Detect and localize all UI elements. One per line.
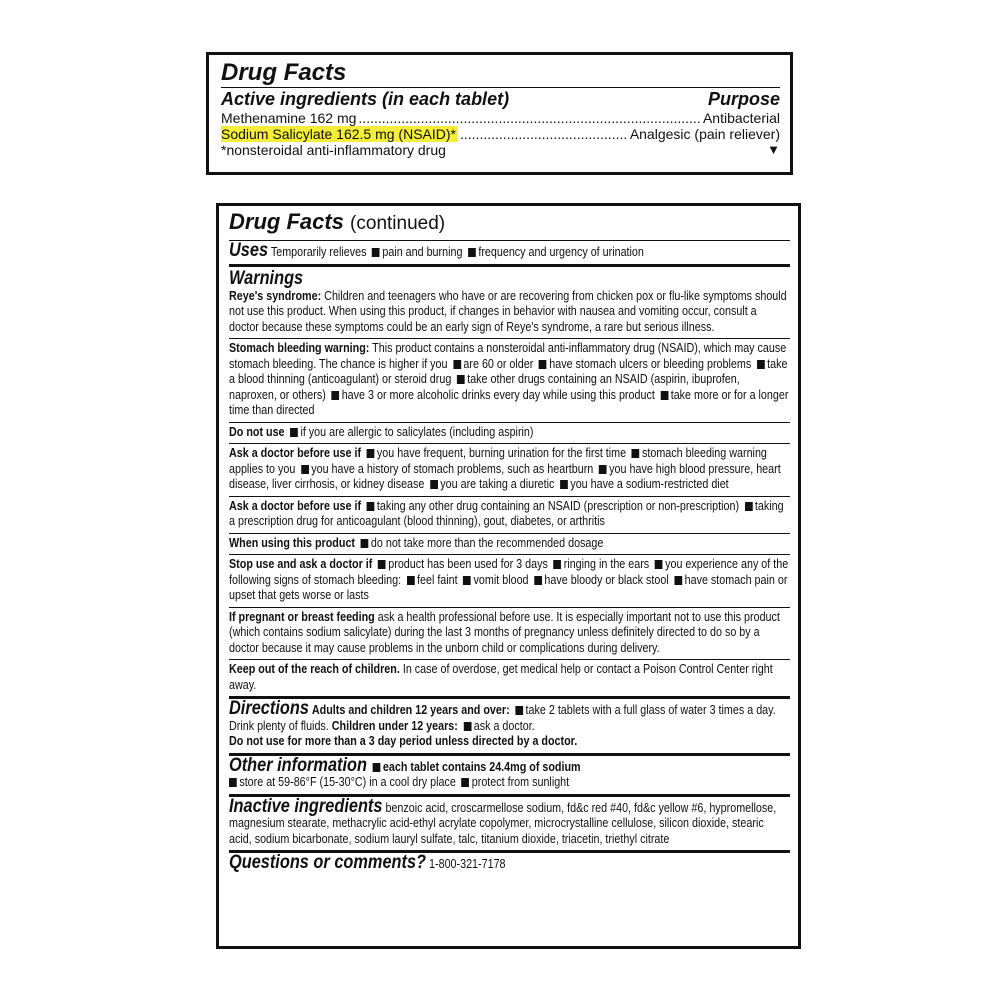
list-item: product has been used for 3 days <box>388 557 548 571</box>
continued-label: (continued) <box>350 213 446 234</box>
directions-warning: Do not use for more than a 3 day period unless directed by a doctor. <box>229 734 578 748</box>
list-item: store at 59-86°F (15-30°C) in a cool dry place <box>239 775 456 789</box>
ingredient-name-highlighted: Sodium Salicylate 162.5 mg (NSAID)* <box>221 126 456 142</box>
other-information-label: Other information <box>229 754 367 776</box>
list-item: have 3 or more alcoholic drinks every day while using this product <box>341 387 655 402</box>
stop-use-section <box>229 555 790 607</box>
drug-facts-title: Drug Facts <box>221 59 347 86</box>
pregnancy-label: If pregnant or breast feeding <box>229 609 375 624</box>
list-item: taking a prescription drug for anticoagulant (blood thinning), gout, diabetes, or arthritis <box>229 498 784 528</box>
list-item: vomit blood <box>473 572 529 587</box>
bullet-square-icon <box>372 248 380 257</box>
bullet-square-icon <box>457 375 465 384</box>
warnings-label: Warnings <box>229 267 304 289</box>
other-information-section <box>229 756 790 794</box>
bullet-square-icon <box>515 706 523 715</box>
bullet-square-icon <box>331 391 339 400</box>
list-item: have stomach ulcers or bleeding problems <box>549 356 752 371</box>
when-using-section <box>229 534 790 555</box>
do-not-use-section <box>229 423 790 444</box>
list-item: you have frequent, burning urination for the first time <box>376 446 627 460</box>
pregnancy-text: ask a health professional before use. It is especially important not to use this product (which contains sodium salicylate) during the last 3 months of pregnancy unless definitely directed to do so by a doctor because it may cause problems in the unborn child or complications during delivery. <box>229 609 780 655</box>
ask-doctor-label: Ask a doctor before use if <box>229 446 362 460</box>
bullet-square-icon <box>560 480 568 489</box>
list-item: you are taking a diuretic <box>440 477 555 491</box>
directions-label: Directions <box>229 698 309 719</box>
list-item: you have a sodium-restricted diet <box>570 477 729 491</box>
uses-item: pain and burning <box>382 245 463 259</box>
bullet-square-icon <box>463 576 471 585</box>
ingredient-name: Methenamine 162 mg <box>221 110 357 126</box>
when-using-label: When using this product <box>229 535 356 550</box>
purpose-label: Purpose <box>707 89 780 109</box>
phone-number: 1-800-321-7178 <box>429 857 506 871</box>
do-not-use-label: Do not use <box>229 424 285 439</box>
bullet-square-icon <box>290 428 298 437</box>
bullet-square-icon <box>461 778 469 787</box>
active-ingredients-header <box>221 88 780 110</box>
stomach-label: Stomach bleeding warning: <box>229 341 370 355</box>
bullet-square-icon <box>599 465 607 474</box>
keep-out-section <box>229 660 790 696</box>
uses-item: frequency and urgency of urination <box>478 245 644 259</box>
reyes-text: Children and teenagers who have or are recovering from chicken pox or flu-like symptoms should not use this product. When using this product, if changes in behavior with nausea and vomiting occur, consult a doctor because these symptoms could be an early sign of Reye's syndrome, a rare but serious illness. <box>229 288 787 334</box>
list-item: you have a history of stomach problems, such as heartburn <box>311 461 594 476</box>
list-item: take other drugs containing an NSAID (aspirin, ibuprofen, naproxen, or others) <box>229 372 740 402</box>
bullet-square-icon <box>367 449 375 458</box>
bullet-square-icon <box>534 576 542 585</box>
leader-dots <box>358 110 701 126</box>
leader-dots <box>460 126 628 142</box>
continued-title <box>229 206 790 240</box>
directions-adults-text: take 2 tablets with a full glass of water 3 times a day. Drink plenty of fluids. <box>229 703 776 733</box>
inactive-ingredients-section <box>229 797 790 851</box>
bullet-square-icon <box>361 539 369 548</box>
inactive-ingredients-text: benzoic acid, croscarmellose sodium, fd&c red #40, fd&c yellow #6, hypromellose, magnesium stearate, methacrylic acid-ethyl acrylate copolymer, microcrystalline cellulose, silicon dioxide, stearic acid, sodium bicarbonate, sodium lauryl sulfate, talc, titanium dioxide, triacetin, triethyl citrate <box>229 800 777 846</box>
list-item: have bloody or black stool <box>544 572 669 587</box>
list-item: have stomach pain or upset that gets worse or lasts <box>229 572 788 602</box>
ingredient-row <box>221 126 780 142</box>
stomach-bleeding-section <box>229 339 790 422</box>
ingredient-row <box>221 110 780 126</box>
active-ingredients-label: Active ingredients (in each tablet) <box>221 89 510 109</box>
nsaid-footnote: *nonsteroidal anti-inflammatory drug <box>221 142 446 158</box>
bullet-square-icon <box>757 360 765 369</box>
list-item: stomach bleeding warning applies to you <box>229 446 767 476</box>
list-item: you have high blood pressure, heart disease, liver cirrhosis, or kidney disease <box>229 461 781 491</box>
bullet-square-icon <box>367 502 375 511</box>
inactive-ingredients-label: Inactive ingredients <box>229 795 383 817</box>
uses-intro: Temporarily relieves <box>270 245 367 259</box>
footnote-row <box>221 142 780 158</box>
bullet-square-icon <box>378 560 386 569</box>
ask-doctor-section-2 <box>229 497 790 533</box>
list-item: each tablet contains 24.4mg of sodium <box>382 759 581 774</box>
uses-section <box>229 241 790 264</box>
stop-use-label: Stop use and ask a doctor if <box>229 557 373 571</box>
list-item: ringing in the ears <box>563 557 650 571</box>
list-item: take more or for a longer time than directed <box>229 387 789 417</box>
adults-label: Adults and children 12 years and over: <box>311 703 510 717</box>
warnings-section <box>229 267 790 339</box>
pregnancy-section <box>229 608 790 660</box>
bullet-square-icon <box>407 576 415 585</box>
list-item: feel faint <box>417 572 458 587</box>
bullet-square-icon <box>674 576 682 585</box>
bullet-square-icon <box>660 391 668 400</box>
bullet-square-icon <box>301 465 309 474</box>
bullet-square-icon <box>632 449 640 458</box>
children-label: Children under 12 years: <box>331 718 458 733</box>
bullet-square-icon <box>430 480 438 489</box>
ingredient-purpose: Antibacterial <box>702 110 780 126</box>
bullet-square-icon <box>553 560 561 569</box>
bullet-square-icon <box>453 360 461 369</box>
ingredient-purpose: Analgesic (pain reliever) <box>629 126 780 142</box>
stomach-text: This product contains a nonsteroidal anti-inflammatory drug (NSAID), which may cause stomach bleeding. The chance is higher if you <box>229 341 787 371</box>
bullet-square-icon <box>463 722 471 731</box>
directions-children-text: ask a doctor. <box>473 718 535 733</box>
uses-label: Uses <box>229 240 269 261</box>
drug-facts-panel-continued <box>216 203 801 949</box>
list-item: protect from sunlight <box>471 775 570 789</box>
list-item: do not take more than the recommended dosage <box>370 535 604 550</box>
ask-doctor-label: Ask a doctor before use if <box>229 498 362 513</box>
list-item: taking any other drug containing an NSAID (prescription or non-prescription) <box>376 498 740 513</box>
bullet-square-icon <box>655 560 663 569</box>
reyes-label: Reye's syndrome: <box>229 288 322 303</box>
keep-out-label: Keep out of the reach of children. <box>229 662 400 676</box>
bullet-square-icon <box>468 248 476 257</box>
questions-section <box>229 853 790 876</box>
bullet-square-icon <box>229 778 237 787</box>
continue-arrow-icon: ▼ <box>767 142 780 157</box>
drug-facts-panel-top <box>206 52 793 175</box>
list-item: take a blood thinning (anticoagulant) or steroid drug <box>229 356 788 386</box>
bullet-square-icon <box>373 763 381 772</box>
list-item: you experience any of the following signs of stomach bleeding: <box>229 557 789 587</box>
drug-facts-title: Drug Facts <box>229 209 344 234</box>
bullet-square-icon <box>539 360 547 369</box>
bullet-square-icon <box>745 502 753 511</box>
list-item: if you are allergic to salicylates (including aspirin) <box>300 424 534 439</box>
list-item: are 60 or older <box>463 356 534 371</box>
keep-out-text: In case of overdose, get medical help or contact a Poison Control Center right away. <box>229 662 773 692</box>
directions-section <box>229 699 790 753</box>
ask-doctor-section <box>229 444 790 496</box>
questions-label: Questions or comments? <box>229 852 427 873</box>
